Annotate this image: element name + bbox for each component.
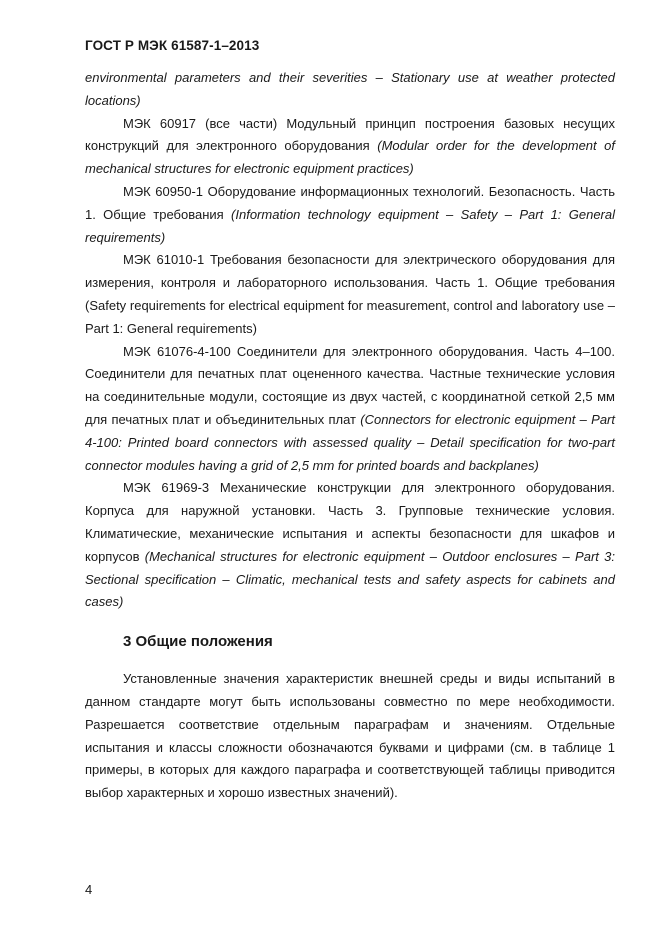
reference-english-title: (Connectors for electronic equipment – Part 4-100: Printed board connectors with assessed quality – Detail specification for two-part connector modules having a grid of 2,5 mm for printed boards and backplanes) [85,411,615,473]
section-heading: 3 Общие положения [123,633,273,651]
document-body [85,67,615,805]
reference-item [85,249,615,340]
reference-text: МЭК 61969-3 Механические конструкции для электронного оборудования. Корпуса для наружной установки. Часть 3. Групповые технические условия. Климатические, механические испытания и аспекты безопасности для шкафов и корпусов [85,480,615,564]
page-number: 4 [85,882,93,897]
reference-english-title: environmental parameters and their severities – Stationary use at weather protected locations) [85,70,615,108]
reference-english-title: (Information technology equipment – Safety – Part 1: General requirements) [85,206,616,245]
reference-english-title: (Modular order for the development of mechanical structures for electronic equipment practices) [85,138,615,177]
reference-text: МЭК 60917 (все части) Модульный принцип построения базовых несущих конструкций для электронного оборудования [85,115,615,154]
reference-item [85,477,615,614]
reference-item [85,113,615,181]
reference-text: МЭК 60950-1 Оборудование информационных технологий. Безопасность. Часть 1. Общие требования [85,183,615,222]
document-header: ГОСТ Р МЭК 61587-1–2013 [85,38,260,53]
reference-item [85,67,615,113]
reference-item [85,181,615,249]
reference-item [85,341,615,478]
reference-english-title: (Mechanical structures for electronic equipment – Outdoor enclosures – Part 3: Sectional specification – Climatic, mechanical tests and safety aspects for cabinets and cases) [85,548,615,610]
reference-text: МЭК 61076-4-100 Соединители для электронного оборудования. Часть 4–100. Соединители для печатных плат оцененного качества. Частные технические условия на соединительные модули, состоящие из двух частей, с координатной сеткой 2,5 мм для печатных плат и объединительных плат [85,343,615,427]
section-paragraph: Установленные значения характеристик внешней среды и виды испытаний в данном стандарте могут быть использованы совместно по мере необходимости. Разрешается соответствие отдельным параграфам и значениям. Отдельные испытания и классы сложности обозначаются буквами и цифрами (см. в таблице 1 примеры, в которых для каждого параграфа и соответствующей таблицы приводится выбор характерных и хорошо известных значений). [85,671,615,801]
reference-text: МЭК 61010-1 Требования безопасности для электрического оборудования для измерения, контроля и лабораторного использования. Часть 1. Общие требования (Safety requirements for electrical equipment for measurement, control and laboratory use – Part 1: General requirements) [85,252,615,336]
